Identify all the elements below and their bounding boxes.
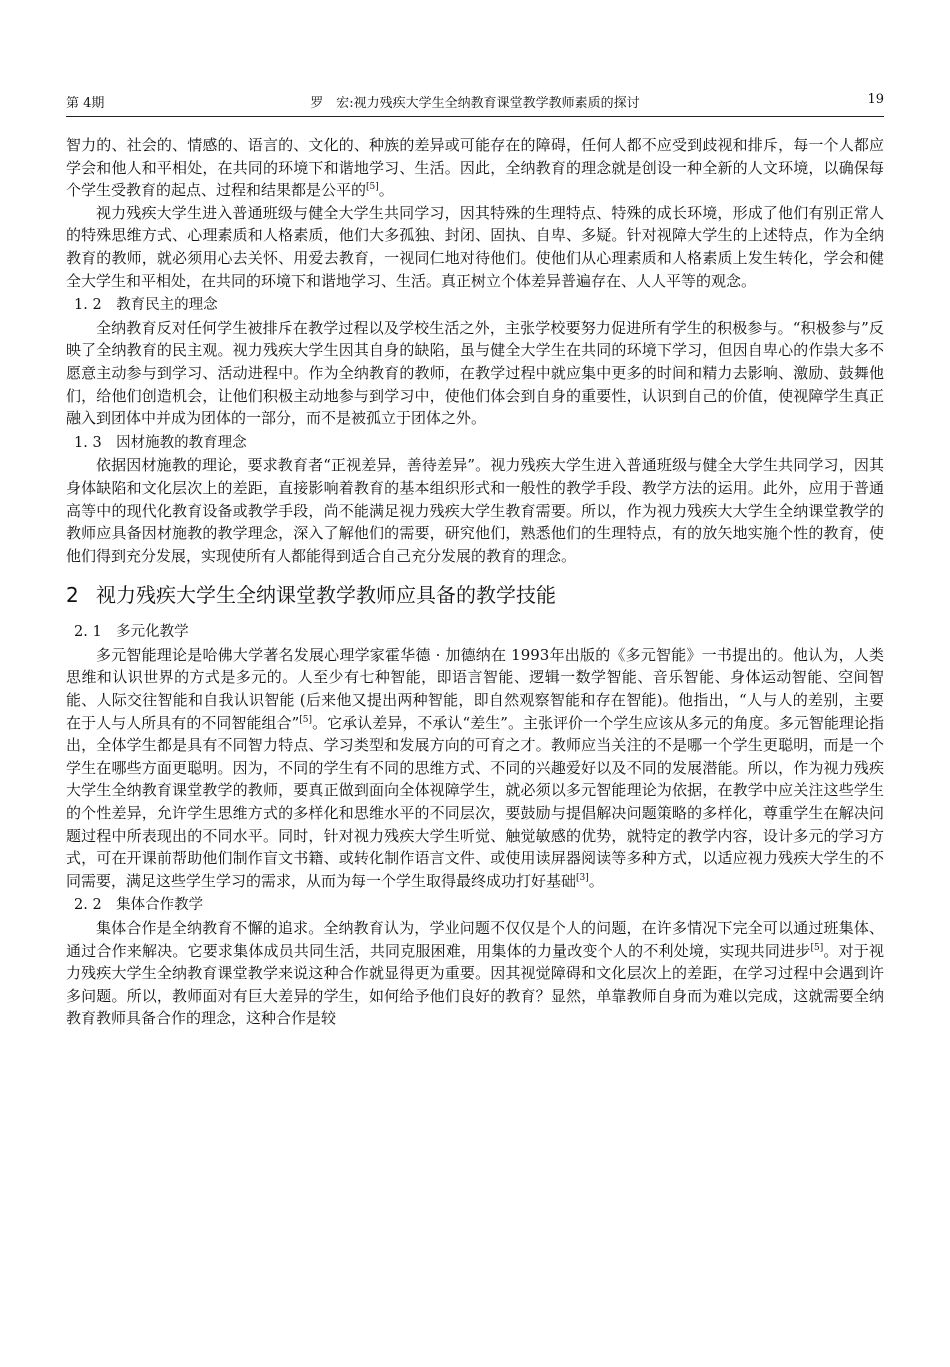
running-header — [66, 92, 884, 114]
subsection-heading-2-1: 2. 1 多元化教学 — [74, 624, 189, 641]
citation-5: [5] — [366, 182, 379, 193]
citation-3: [3] — [576, 872, 589, 883]
paragraph-2-1-part-a: 多元智能理论是哈佛大学著名发展心理学家霍华德 · 加德纳在 1993年出版的《多元智能》一书提出的。他认为，人类思维和认识世界的方式是多元的。人至少有七种智能，即语言智能、逻辑一数学智能、音乐智能、身体运动智能、空间智能、人际交往智能和自我认识智能 (后来他又提出两种智能，即自然观察智能和存在智能)。他指出，“人与人的差别，主要在于人与人所具有的不同智能组合” — [66, 645, 884, 732]
citation-5: [5] — [299, 714, 313, 725]
paragraph-intro — [66, 134, 884, 202]
page-number: 19 — [867, 92, 884, 107]
paragraph-1-3: 依据因材施教的理论，要求教育者“正视差异，善待差异”。视力残疾大学生进入普通班级与健全大学生共同学习，因其身体缺陷和文化层次上的差距，直接影响着教育的基本组织形式和一般性的教学手段、教学方法的运用。此外，应用于普通高等中的现代化教育设备或教学手段，尚不能满足视力残疾大学生教育需要。所以，作为视力残疾大大学生全纳课堂教学的教师应具备因材施教的教学理念，深入了解他们的需要，研究他们，熟悉他们的生理特点，有的放矢地实施个性的教育，使他们得到充分发展，实现使所有人都能得到适合自己充分发展的教育的理念。 — [66, 456, 884, 565]
article-body — [66, 134, 884, 1030]
paragraph-intro-text: 智力的、社会的、情感的、语言的、文化的、种族的差异或可能存在的障碍，任何人都不应受到歧视和排斥，每一个人都应学会和他人和平相处，在共同的环境下和谐地学习、生活。因此，全纳教育的理念就是创设一种全新的人文环境，以确保每个学生受教育的起点、过程和结果都是公平的 — [66, 136, 884, 200]
running-title: 罗 宏:视力残疾大学生全纳教育课堂教学教师素质的探讨 — [310, 96, 640, 111]
subsection-heading-1-2: 1. 2 教育民主的理念 — [74, 297, 218, 314]
subsection-heading-1-3: 1. 3 因材施教的教育理念 — [74, 434, 247, 451]
journal-issue: 第 4期 — [66, 96, 105, 111]
paragraph-2-1-part-b: 。它承认差异，不承认“差生”。主张评价一个学生应该从多元的角度。多元智能理论指出，全体学生都是具有不同智力特点、学习类型和发展方向的可育之才。教师应当关注的不是哪一个学生更聪明，而是一个学生在哪些方面更聪明。因为，不同的学生有不同的思维方式、不同的兴趣爱好以及不同的发展潜能。所以，作为视力残疾大学生全纳教育课堂教学的教师，要真正做到面向全体视障学生，就必须以多元智能理论为依据，在教学中应关注这些学生的个性差异，允许学生思维方式的多样化和思维水平的不同层次，要鼓励与提倡解决问题策略的多样化，尊重学生在解决问题过程中所表现出的不同水平。同时，针对视力残疾大学生听觉、触觉敏感的优势，就特定的教学内容，设计多元的学习方式，可在开课前帮助他们制作盲文书籍、或转化制作语言文件、或使用读屏器阅读等多种方式，以适应视力残疾大学生的不同需要，满足这些学生学习的需求，从而为每一个学生取得最终成功打好基础 — [66, 713, 885, 890]
paragraph-1-1-visually-impaired: 视力残疾大学生进入普通班级与健全大学生共同学习，因其特殊的生理特点、特殊的成长环境，形成了他们有别正常人的特殊思维方式、心理素质和人格素质，他们大多孤独、封闭、固执、自卑、多疑。针对视障大学生的上述特点，作为全纳教育的教师，就必须用心去关怀、用爱去教育，一视同仁地对待他们。使他们从心理素质和人格素质上发生转化，学会和健全大学生和平相处，在共同的环境下和谐地学习、生活。真正树立个体差异普遍存在、人人平等的观念。 — [66, 203, 884, 290]
header-rule — [66, 116, 884, 117]
paragraph-2-1 — [66, 644, 884, 893]
paragraph-1-2: 全纳教育反对任何学生被排斥在教学过程以及学校生活之外，主张学校要努力促进所有学生的积极参与。“积极参与”反映了全纳教育的民主观。视力残疾大学生因其自身的缺陷，虽与健全大学生在共同的环境下学习，但因自卑心的作祟大多不愿意主动参与到学习、活动进程中。作为全纳教育的教师，在教学过程中就应集中更多的时间和精力去影响、激励、鼓舞他们，给他们创造机会，让他们积极主动地参与到学习中，使他们体会到自身的重要性，认识到自己的价值，使视障学生真正融入到团体中并成为团体的一部分，而不是被孤立于团体之外。 — [66, 318, 884, 428]
paragraph-intro-end: 。 — [378, 181, 394, 200]
paragraph-2-1-end: 。 — [588, 871, 604, 890]
section-number: 2 — [66, 583, 79, 608]
section-heading-2 — [66, 581, 884, 609]
section-title: 视力残疾大学生全纳课堂教学教师应具备的教学技能 — [96, 583, 556, 608]
paragraph-2-2-part-b: 。对于视力残疾大学生全纳教育课堂教学来说这种合作就显得更为重要。因其视觉障碍和文化层次上的差距，在学习过程中会遇到许多问题。所以，教师面对有巨大差异的学生，如何给予他们良好的教育？显然，单靠教师自身而为难以完成，这就需要全纳教育教师具备合作的理念，这种合作是较 — [66, 941, 884, 1028]
paragraph-2-2-part-a: 集体合作是全纳教育不懈的追求。全纳教育认为，学业问题不仅仅是个人的问题，在许多情况下完全可以通过班集体、通过合作来解决。它要求集体成员共同生活，共同克服困难，用集体的力量改变个人的不利处境，实现共同进步 — [66, 919, 884, 960]
subsection-heading-2-2: 2. 2 集体合作教学 — [74, 897, 204, 914]
citation-5: [5] — [810, 942, 824, 953]
paragraph-2-2 — [66, 917, 884, 1030]
